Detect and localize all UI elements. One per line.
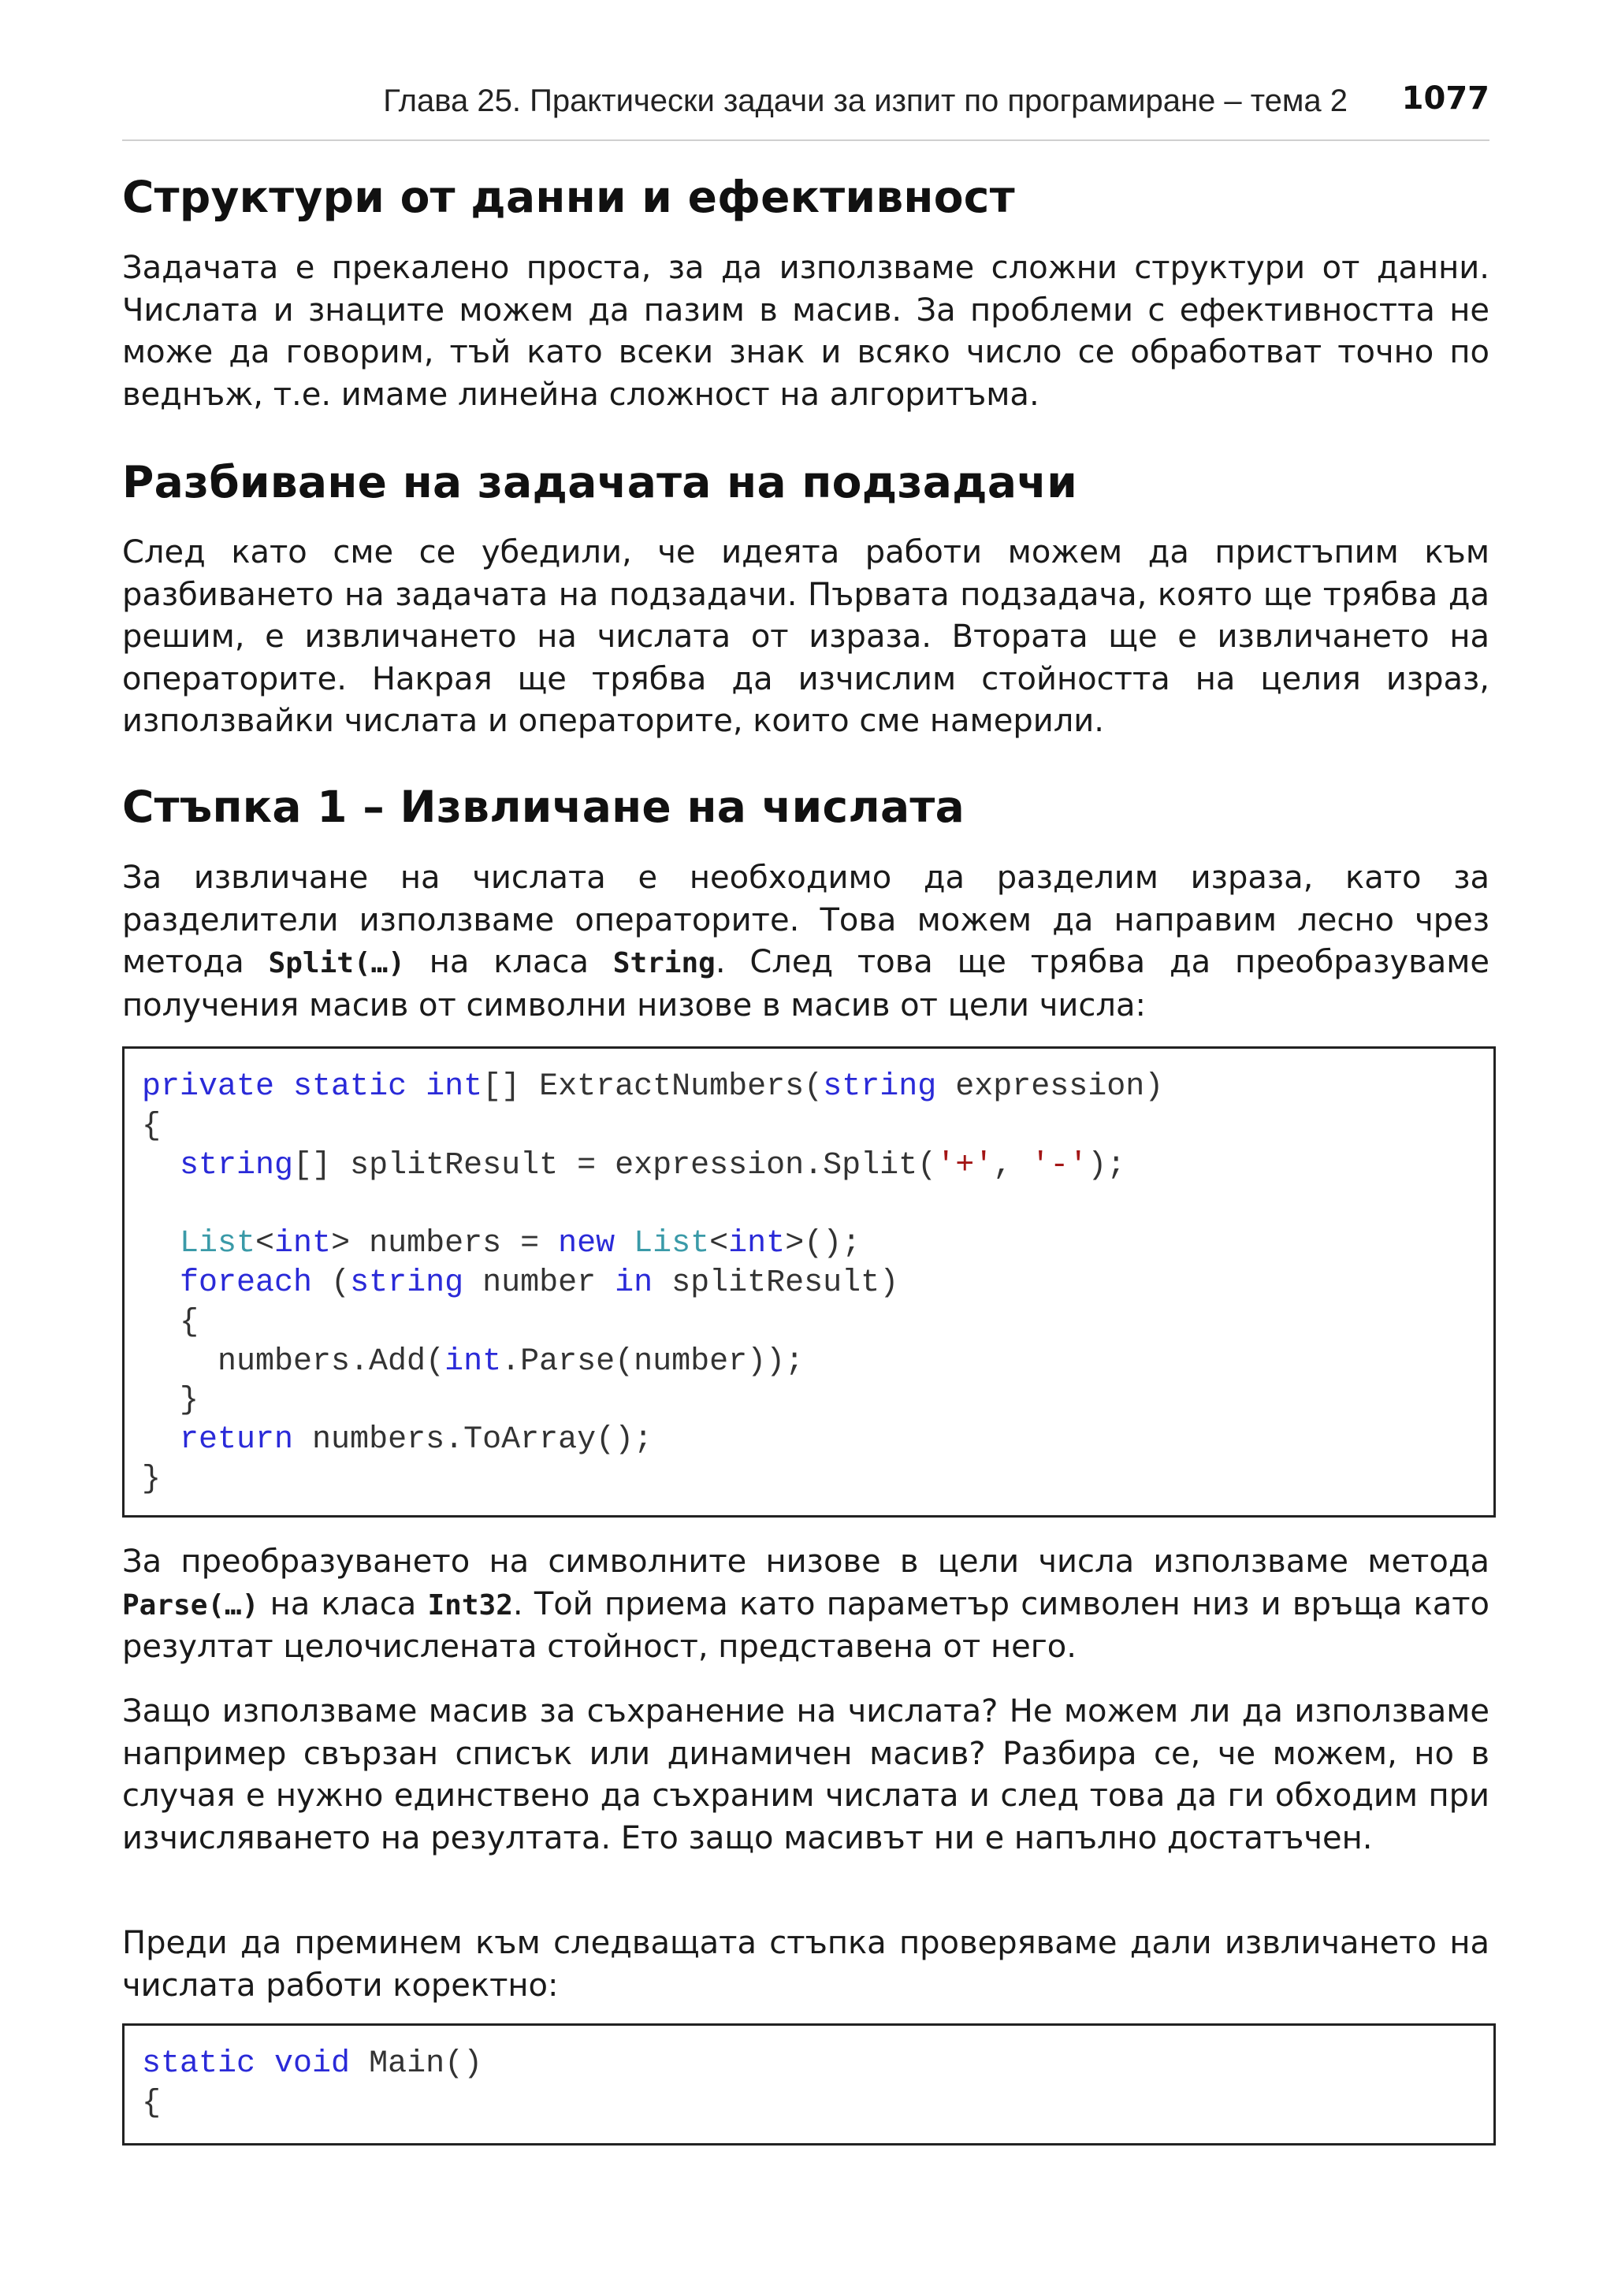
code-line — [142, 1068, 1163, 1107]
code-block-main — [122, 2023, 1496, 2146]
inline-code-int32: Int32 — [427, 1588, 513, 1622]
code-text: { — [142, 1108, 162, 1144]
code-text — [615, 1226, 634, 1261]
keyword: int — [426, 1069, 483, 1105]
code-text: ( — [312, 1265, 351, 1301]
code-text: [] splitResult = expression.Split( — [293, 1147, 937, 1183]
text-run: . След това ще трябва да преобразуваме получения масив от символни низове в масив от цели числа: — [122, 944, 1489, 1024]
code-listing — [142, 1068, 1163, 1499]
paragraph-subtasks: След като сме се убедили, че идеята работи можем да пристъпим към разбиването на задачата на подзадачи. Първата подзадача, която ще трябва да решим, е извличането на числата от израза. Втората ще е извличането на операторите. Накрая ще трябва да изчислим стойността на целия израз, използвайки числата и операторите, които сме намерили. — [122, 534, 1489, 739]
type-name: List — [180, 1226, 256, 1262]
keyword: static — [293, 1069, 407, 1105]
code-text: numbers.ToArray(); — [293, 1422, 653, 1458]
code-line — [142, 1264, 1163, 1303]
code-text: { — [180, 1304, 199, 1340]
code-line — [142, 1421, 1163, 1460]
code-text: number — [463, 1265, 615, 1301]
text-run: . Той приема като параметър символен низ и връща като резултат целочислената стойност, представена от него. — [122, 1585, 1489, 1665]
code-line — [142, 1224, 1163, 1264]
keyword: foreach — [180, 1265, 313, 1301]
text-run: За извличане на числата е необходимо да разделим израза, като за разделители използваме операторите. Това можем да направим лесно чрез метода — [122, 860, 1489, 980]
paragraph-parse — [122, 1541, 1489, 1669]
keyword: int — [274, 1226, 332, 1262]
code-text: numbers.Add( — [218, 1343, 445, 1380]
keyword: int — [728, 1226, 786, 1262]
page-header — [122, 80, 1489, 141]
paragraph-data-structures: Задачата е прекалено проста, за да използваме сложни структури от данни. Числата и знаците можем да пазим в масив. За проблеми с ефективността не може да говорим, тъй като всеки знак и всяко число се обработват точно по веднъж, т.е. имаме линейна сложност на алгоритъма. — [122, 250, 1489, 413]
code-text: ); — [1088, 1147, 1126, 1183]
keyword: string — [823, 1069, 937, 1105]
keyword: void — [274, 2046, 351, 2082]
paragraph-step1-intro — [122, 857, 1489, 1027]
text-run: на класа — [404, 944, 613, 980]
code-line-blank — [142, 1185, 1163, 1224]
code-text: > numbers = — [331, 1226, 559, 1262]
code-line — [142, 1381, 1163, 1421]
code-text: } — [180, 1383, 199, 1419]
keyword: int — [444, 1343, 502, 1380]
section-title-subtasks: Разбиване на задачата на подзадачи — [122, 457, 1078, 507]
code-text: .Parse(number)); — [501, 1343, 805, 1380]
keyword: in — [615, 1265, 653, 1301]
code-text: [] ExtractNumbers( — [482, 1069, 824, 1105]
code-text: { — [142, 2085, 162, 2121]
paragraph-next-step: Преди да преминем към следващата стъпка проверяваме дали извличането на числата работи коректно: — [122, 1925, 1489, 2004]
chapter-title: Глава 25. Практически задачи за изпит по програмиране – тема 2 — [383, 84, 1348, 118]
keyword: string — [350, 1265, 464, 1301]
section-title-step1: Стъпка 1 – Извличане на числата — [122, 782, 965, 832]
keyword: private — [142, 1069, 275, 1105]
text-run: За преобразуването на символните низове в цели числа използваме метода — [122, 1544, 1489, 1580]
code-line — [142, 1343, 1163, 1382]
type-name: List — [634, 1226, 710, 1262]
inline-code-parse: Parse(…) — [122, 1588, 259, 1622]
code-text: < — [255, 1226, 275, 1262]
code-line — [142, 1146, 1163, 1186]
keyword: static — [142, 2046, 256, 2082]
code-line — [142, 2045, 482, 2084]
code-line — [142, 1460, 1163, 1499]
inline-code-string: String — [612, 947, 716, 979]
code-text: >(); — [785, 1226, 861, 1262]
page-number: 1077 — [1401, 80, 1489, 117]
section-title-data-structures: Структури от данни и ефективност — [122, 172, 1015, 222]
code-block-extract-numbers — [122, 1046, 1496, 1518]
code-listing — [142, 2045, 482, 2123]
code-text: Main() — [350, 2046, 483, 2082]
code-text: } — [142, 1461, 162, 1497]
code-text: , — [993, 1147, 1032, 1183]
code-text: splitResult) — [653, 1265, 899, 1301]
inline-code-split: Split(…) — [268, 947, 405, 979]
paragraph-why-array: Защо използваме масив за съхранение на числата? Не можем ли да използваме например свързан списък или динамичен масив? Разбира се, че можем, но в случая е нужно единствено да съхраним числата и след това да ги обходим при изчисляването на резултата. Ето защо масивът ни е напълно достатъчен. — [122, 1693, 1489, 1856]
text-run: на класа — [258, 1585, 428, 1622]
string-literal: '-' — [1031, 1147, 1088, 1183]
string-literal: '+' — [936, 1147, 994, 1183]
code-line — [142, 1303, 1163, 1343]
keyword: string — [180, 1147, 294, 1183]
code-line — [142, 1107, 1163, 1146]
code-text: expression) — [936, 1069, 1164, 1105]
keyword: new — [558, 1226, 615, 1262]
code-line — [142, 2084, 482, 2123]
code-text: < — [709, 1226, 729, 1262]
keyword: return — [180, 1422, 294, 1458]
